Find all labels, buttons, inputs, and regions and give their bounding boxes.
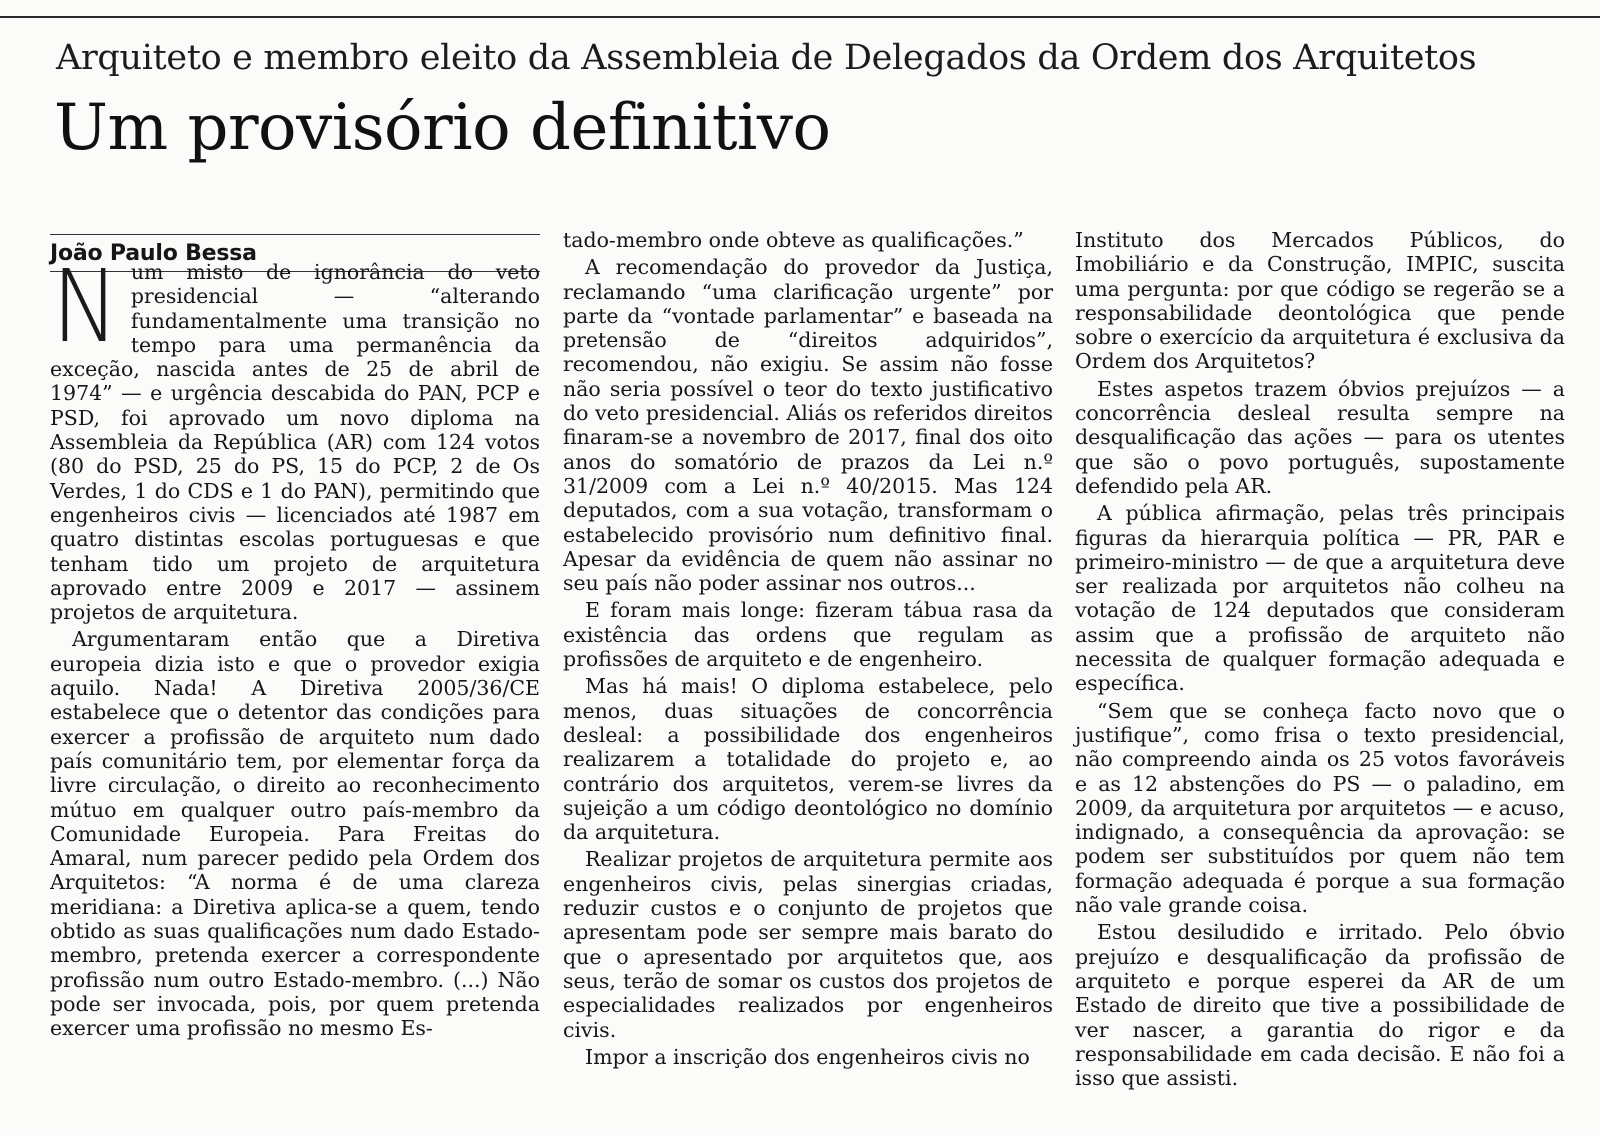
column-2 — [563, 228, 1053, 1069]
paragraph: E foram mais longe: fizeram tábua rasa da existência das ordens que regulam as profissões de arquiteto e de engenheiro. — [563, 598, 1053, 672]
paragraph: A recomendação do provedor da Justiça, reclamando “uma clarificação urgente” por parte da “vontade parlamentar” e baseada na pretensão de “direitos adquiridos”, recomendou, não exigiu. Se assim não fosse não seria possível o teor do texto justificativo do veto presidencial. Aliás os referidos direitos finaram-se a novembro de 2017, final dos oito anos do somatório de prazos da Lei n.º 31/2009 com a Lei n.º 40/2015. Mas 124 deputados, com a sua votação, transformam o estabelecido provisório num definitivo final. Apesar da evidência de quem não assinar no seu país não poder assinar nos outros... — [563, 255, 1053, 596]
paragraph: “Sem que se conheça facto novo que o justifique”, como frisa o texto presidencial, não compreendo ainda os 25 votos favoráveis e as 12 abstenções do PS — o paladino, em 2009, da arquitetura por arquitetos — e acuso, indignado, a consequência da aprovação: se podem ser substituídos por quem não tem formação adequada é porque a sua formação não vale grande coisa. — [1075, 698, 1565, 918]
column-3 — [1075, 228, 1565, 1090]
paragraph: tado-membro onde obteve as qualificações.” — [563, 228, 1024, 252]
paragraph: Argumentaram então que a Diretiva europeia dizia isto e que o provedor exigia aquilo. Nada! A Diretiva 2005/36/CE estabelece que o detentor das condições para exercer a profissão de arquiteto num dado país comunitário tem, por elementar força da livre circulação, o direito ao reconhecimento mútuo em qualquer outro país-membro da Comunidade Europeia. Para Freitas do Amaral, num parecer pedido pela Ordem dos Arquitetos: “A norma é de uma clareza meridiana: a Diretiva aplica-se a quem, tendo obtido as suas qualificações num dado Estado-membro, pretenda exercer a correspondente profissão num outro Estado-membro. (...) Não pode ser invocada, pois, por quem pretenda exercer uma profissão no mesmo Es- — [50, 627, 540, 1041]
article-headline: Um provisório definitivo — [54, 91, 831, 165]
paragraph: Estes aspetos trazem óbvios prejuízos — a concorrência desleal resulta sempre na desqualificação das ações — para os utentes que são o povo português, supostamente defendido pela AR. — [1075, 376, 1565, 498]
paragraph: Instituto dos Mercados Públicos, do Imobiliário e da Construção, IMPIC, suscita uma pergunta: por que código se regerão se a responsabilidade deontológica que pende sobre o exercício da arquitetura é exclusiva da Ordem dos Arquitetos? — [1075, 228, 1565, 374]
paragraph: Impor a inscrição dos engenheiros civis no — [585, 1044, 1030, 1069]
top-rule — [0, 16, 1600, 18]
paragraph: Realizar projetos de arquitetura permite aos engenheiros civis, pelas sinergias criadas, reduzir custos e o conjunto de projetos que apresentam pode ser sempre mais barato do que o apresentado por arquitetos que, aos seus, terão de somar os custos dos projetos de especialidades realizados por engenheiros civis. — [563, 847, 1053, 1042]
byline-rule-top — [50, 234, 540, 235]
paragraph-text: um misto de ignorância do veto presidencial — “alterando fundamentalmente uma transição no tempo para uma permanência da exceção, nascida antes de 25 de abril de 1974” — e urgência descabida do PAN, PCP e PSD, foi aprovado um novo diploma na Assembleia da República (AR) com 124 votos (80 do PSD, 25 do PS, 15 do PCP, 2 de Os Verdes, 1 do CDS e 1 do PAN), permitindo que engenheiros civis — licenciados até 1987 em quatro distintas escolas portuguesas e que tenham tido um projeto de arquitetura aprovado entre 2009 e 2017 — assinem projetos de arquitetura. — [50, 260, 540, 625]
author-byline: João Paulo Bessa — [50, 241, 257, 266]
drop-cap: N — [51, 248, 120, 365]
paragraph: Mas há mais! O diploma estabelece, pelo menos, duas situações de concorrência desleal: a possibilidade dos engenheiros realizarem a totalidade do projeto e, ao contrário dos arquitetos, verem-se livres da sujeição a um código deontológico no domínio da arquitetura. — [563, 674, 1053, 845]
article-kicker: Arquiteto e membro eleito da Assembleia de Delegados da Ordem dos Arquitetos — [56, 38, 1477, 78]
paragraph: Estou desiludido e irritado. Pelo óbvio prejuízo e desqualificação da profissão de arquiteto e porque esperei da AR de um Estado de direito que tive a possibilidade de ver nascer, a garantia do rigor e da responsabilidade em cada decisão. E não foi a isso que assisti. — [1075, 920, 1565, 1091]
paragraph: A pública afirmação, pelas três principais figuras da hierarquia política — PR, PAR e primeiro-ministro — de que a arquitetura deve ser realizada por arquitetos não colheu na votação de 124 deputados que consideram assim que a profissão de arquiteto não necessita de qualquer formação adequada e específica. — [1075, 501, 1565, 696]
